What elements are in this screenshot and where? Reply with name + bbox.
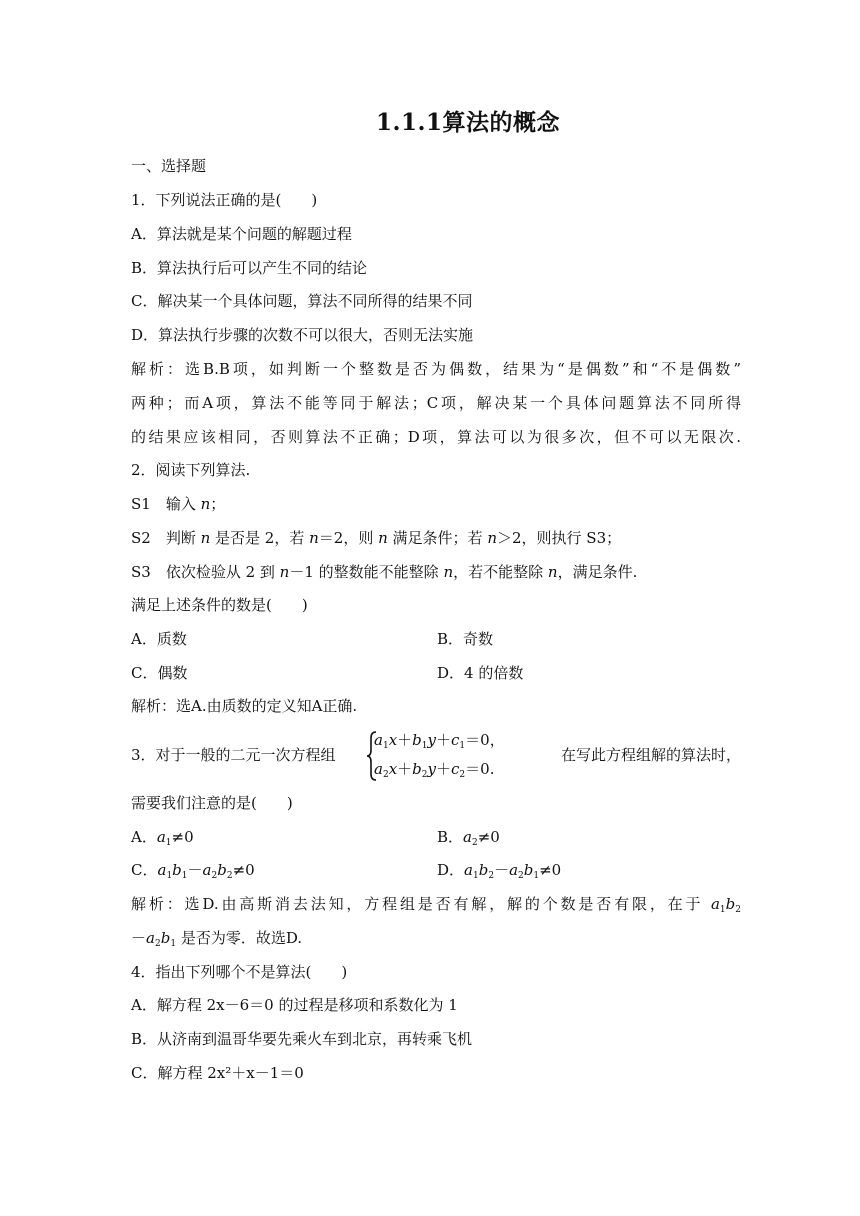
q3-analysis-line2: $-a_2b_1$ 是否为零．故选D. xyxy=(131,929,303,949)
q2-options-row2 xyxy=(131,663,741,683)
q1-option-a: A．算法就是某个问题的解题过程 xyxy=(131,225,352,243)
q1-option-c: C．解决某一个具体问题，算法不同所得的结果不同 xyxy=(131,292,473,310)
q3-stem-part3: 需要我们注意的是( ) xyxy=(131,794,293,812)
q2-option-a: A．质数 xyxy=(131,630,187,648)
q2-stem: 2．阅读下列算法. xyxy=(131,461,251,479)
q4-option-b: B．从济南到温哥华要先乘火车到北京，再转乘飞机 xyxy=(131,1030,473,1048)
page-title: 1.1.1算法的概念 xyxy=(375,109,561,136)
q4-option-c: C．解方程 2x²＋x－1＝0 xyxy=(131,1064,304,1082)
q2-step-s1: S1 输入 n； xyxy=(131,495,226,513)
q2-analysis: 解析：选A.由质数的定义知A正确. xyxy=(131,697,358,715)
q3-options-row1 xyxy=(131,827,741,847)
q2-question: 满足上述条件的数是( ) xyxy=(131,596,308,614)
q3-option-c: C．$a_1b_1-a_2b_2\ne 0$ xyxy=(131,861,255,881)
q1-analysis-line3: 的结果应该相同，否则算法不正确；D项，算法可以为很多次，但不可以无限次. xyxy=(131,428,741,446)
q3-option-b: B．$a_2\ne 0$ xyxy=(437,828,500,848)
q4-option-a: A．解方程 2x－6＝0 的过程是移项和系数化为 1 xyxy=(131,996,458,1014)
q1-analysis-line2: 两种；而A项，算法不能等同于解法；C项，解决某一个具体问题算法不同所得 xyxy=(131,394,741,412)
q1-option-d: D．算法执行步骤的次数不可以很大，否则无法实施 xyxy=(131,326,474,344)
q3-option-a: A．$a_1\ne 0$ xyxy=(131,828,194,848)
q1-option-b: B．算法执行后可以产生不同的结论 xyxy=(131,259,368,277)
q2-option-b: B．奇数 xyxy=(437,630,494,648)
q2-option-d: D．4 的倍数 xyxy=(437,664,524,682)
q2-step-s3: S3 依次检验从 2 到 n－1 的整数能不能整除 n，若不能整除 n，满足条件. xyxy=(131,563,638,581)
q4-stem: 4．指出下列哪个不是算法( ) xyxy=(131,963,348,981)
q3-stem-part2: 在写此方程组解的算法时， xyxy=(560,746,741,764)
q2-option-c: C．偶数 xyxy=(131,664,188,682)
q3-options-row2 xyxy=(131,860,741,880)
equation-system xyxy=(366,729,506,783)
q1-stem: 1．下列说法正确的是( ) xyxy=(131,191,318,209)
q2-step-s2: S2 判断 n 是否是 2，若 n＝2，则 n 满足条件；若 n＞2，则执行 S3； xyxy=(131,529,622,547)
q3-option-d: D．$a_1b_2-a_2b_1\ne 0$ xyxy=(437,861,562,881)
equation-2: $a_2x+b_2y+c_2=0$. xyxy=(374,760,495,780)
q3-stem-part1: 3．对于一般的二元一次方程组 xyxy=(131,746,336,764)
equation-1: $a_1x+b_1y+c_1=0$， xyxy=(374,731,505,751)
q2-options-row1 xyxy=(131,629,741,649)
q3-analysis-line1: 解析：选D.由高斯消去法知，方程组是否有解，解的个数是否有限，在于 $a_1b_2$ xyxy=(131,895,741,915)
q1-analysis-line1: 解析：选B.B项，如判断一个整数是否为偶数，结果为“是偶数”和“不是偶数” xyxy=(131,360,741,378)
section-heading: 一、选择题 xyxy=(131,157,207,175)
